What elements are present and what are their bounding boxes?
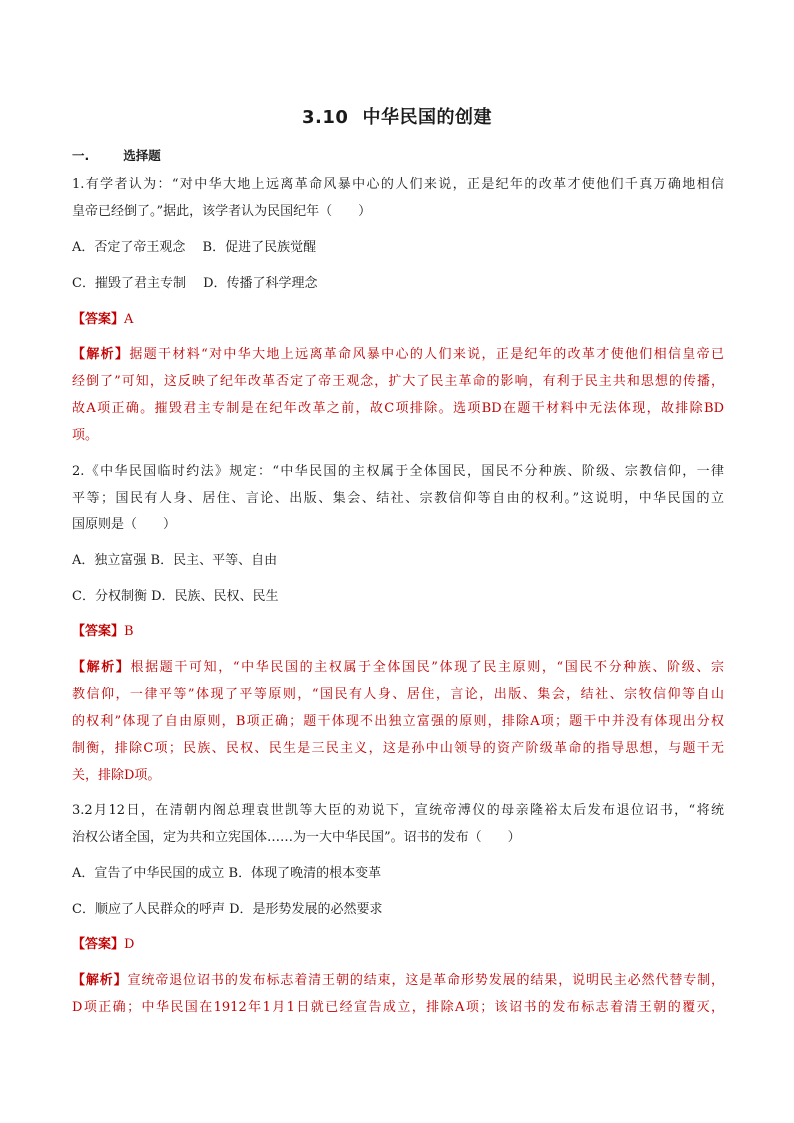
question-2-options-line-2: C．分权制衡 D．民族、民权、民生: [72, 589, 279, 604]
question-3-options-line-1: A．宣告了中华民国的成立 B．体现了晚清的根本变革: [72, 866, 382, 881]
question-1-answer: [72, 311, 724, 329]
section-number: 一.: [72, 148, 90, 163]
question-1-stem-line-1: 1.有学者认为：“对中华大地上远离革命风暴中心的人们来说，正是纪年的改革才使他们千真万确地相信: [72, 177, 724, 192]
question-3-options-line-2: C．顺应了人民群众的呼声 D．是形势发展的必然要求: [72, 902, 383, 917]
analysis-label: 【解析】: [72, 347, 130, 362]
question-2-options-line-1: A．独立富强 B．民主、平等、自由: [72, 553, 278, 568]
question-3-analysis-line-2: D项正确；中华民国在1912年1月1日就已经宣告成立，排除A项；该诏书的发布标志着清王朝的覆灭，: [72, 1000, 724, 1015]
question-3-stem-line-1: 3.2月12日，在清朝内阁总理袁世凯等大臣的劝说下，宣统帝溥仪的母亲隆裕太后发布退位诏书，“将统: [72, 803, 724, 818]
section-label: 选择题: [123, 148, 161, 163]
question-2-analysis-line-4: 制衡，排除C项；民族、民权、民生是三民主义，这是孙中山领导的资产阶级革命的指导思想，与题干无: [72, 741, 724, 756]
analysis-text: 根据题干可知，“中华民国的主权属于全体国民”体现了民主原则，“国民不分种族、阶级、宗: [130, 660, 724, 675]
question-1-options-line-1: A．否定了帝王观念 B．促进了民族觉醒: [72, 240, 317, 255]
title-text: 中华民国的创建: [362, 107, 492, 128]
analysis-label: 【解析】: [72, 660, 131, 675]
question-1-options-line-2: C．摧毁了君主专制 D．传播了科学理念: [72, 276, 318, 291]
answer-label: 【答案】: [72, 624, 125, 639]
question-1-analysis-line-1: [72, 346, 724, 364]
question-1-analysis-line-2: 经倒了”可知，这反映了纪年改革否定了帝王观念，扩大了民主革命的影响，有利于民主共和思想的传播，: [72, 374, 724, 389]
answer-label: 【答案】: [72, 312, 125, 327]
answer-value: A: [124, 312, 134, 327]
question-1-analysis-line-4: 项。: [72, 428, 99, 443]
analysis-text: 宣统帝退位诏书的发布标志着清王朝的结束，这是革命形势发展的结果，说明民主必然代替专制，: [127, 973, 724, 988]
question-3-analysis-line-1: [72, 972, 724, 990]
question-2-analysis-line-1: [72, 659, 724, 677]
answer-value: B: [124, 624, 134, 639]
question-2-stem-line-2: 平等；国民有人身、居住、言论、出版、集会、结社、宗教信仰等自由的权利。”这说明，中华民国的立: [72, 491, 724, 506]
question-2-analysis-line-2: 教信仰，一律平等”体现了平等原则，“国民有人身、居住，言论，出版、集会，结社、宗牧信仰等自山: [72, 687, 724, 702]
analysis-text: 据题干材料“对中华大地上远离革命风暴中心的人们来说，正是纪年的改革才使他们相信皇帝已: [129, 347, 724, 362]
question-3-stem-line-2: 治权公诸全国，定为共和立宪国体……为一大中华民国”。诏书的发布（ ）: [72, 830, 521, 845]
question-2-stem-line-3: 国原则是（ ）: [72, 517, 177, 532]
section-heading: [72, 146, 161, 164]
question-2-stem-line-1: 2.《中华民国临时约法》规定：“中华民国的主权属于全体国民，国民不分种族、阶级、宗教信仰，一律: [72, 464, 724, 479]
title-number: 3.10: [302, 107, 349, 128]
answer-value: D: [124, 937, 135, 952]
question-3-answer: [72, 936, 724, 954]
analysis-label: 【解析】: [72, 973, 128, 988]
question-2-analysis-line-5: 关，排除D项。: [72, 768, 161, 783]
answer-label: 【答案】: [72, 937, 125, 952]
question-1-stem-line-2: 皇帝已经倒了。”据此，该学者认为民国纪年（ ）: [72, 204, 372, 219]
page-title: [0, 103, 794, 129]
question-2-answer: [72, 623, 724, 641]
question-2-analysis-line-3: 的权利”体现了自由原则，B项正确；题干体现不出独立富强的原则，排除A项；题干中并没有体现出分权: [72, 714, 724, 729]
question-1-analysis-line-3: 故A项正确。摧毁君主专制是在纪年改革之前，故C项排除。选项BD在题干材料中无法体现，故排除BD: [72, 401, 724, 416]
